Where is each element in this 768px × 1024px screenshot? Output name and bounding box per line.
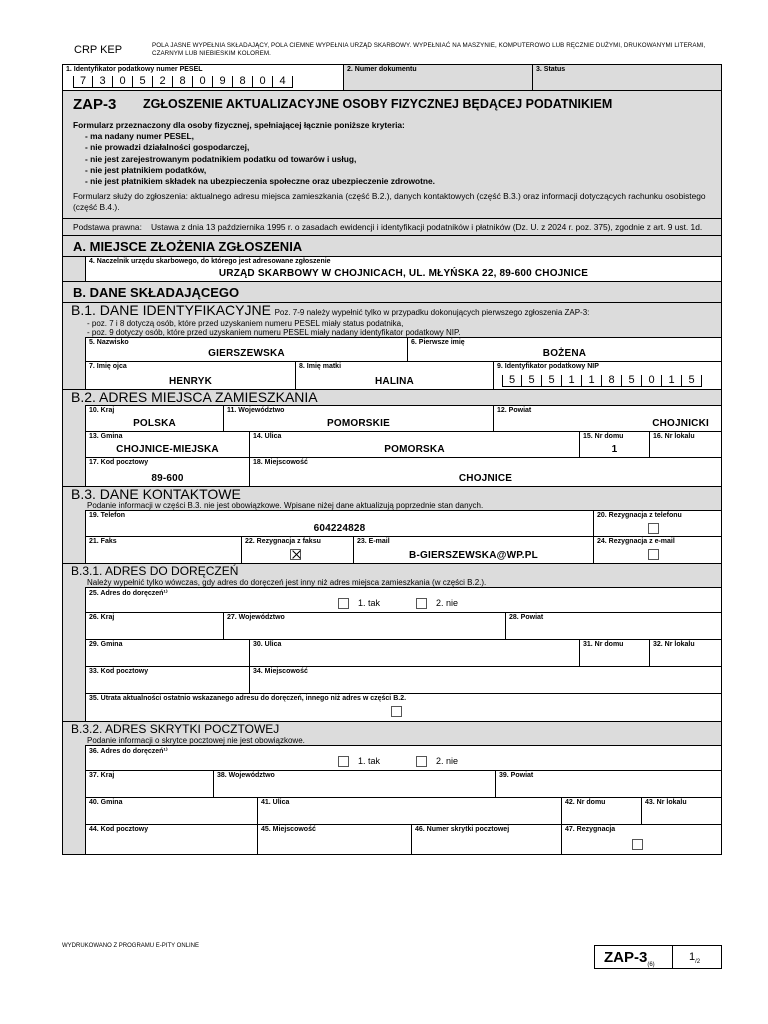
pobox-locality-label: 45. Miejscowość [261,826,316,834]
fill-instructions: POLA JASNE WYPEŁNIA SKŁADAJĄCY, POLA CIEMNE WYPEŁNIA URZĄD SKARBOWY. WYPEŁNIAĆ NA MASZYNIE, KOMPUTEROWO LUB RĘCZNIE DUŻYMI, DRUKOWANYMI LITERAMI, CZARNYM LUB NIEBIESKIM KOLOREM. [152,42,706,57]
father-name-value: HENRYK [168,376,213,388]
delivery-postal-label: 33. Kod pocztowy [89,668,149,676]
section-b32-header [63,722,721,745]
pesel-digit: 4 [273,76,293,88]
section-b2-title: B.2. ADRES MIEJSCA ZAMIESZKANIA [71,389,318,406]
printed-by-label: WYDRUKOWANO Z PROGRAMU E-PITY ONLINE [62,943,200,949]
delivery-commune-label: 29. Gmina [89,641,123,649]
nip-digit: 1 [662,375,682,387]
house-number-value: 1 [611,444,618,456]
form-header [62,40,722,64]
pobox-flat-field[interactable] [642,798,721,824]
pobox-commune-label: 40. Gmina [89,799,123,807]
pesel-field[interactable] [63,65,344,90]
street-label: 14. Ulica [253,433,282,441]
intro-lead: Formularz przeznaczony dla osoby fizycznej, spełniającej łącznie poniższe kryteria: [73,120,405,130]
voivodeship-value: POMORSKIE [327,418,390,430]
county-label: 12. Powiat [497,407,532,415]
pesel-digit: 0 [113,76,133,88]
nip-digit: 0 [642,375,662,387]
nip-digit: 1 [582,375,602,387]
delivery-house-label: 31. Nr domu [583,641,624,649]
pesel-digit: 7 [73,76,93,88]
section-b32-note: Podanie informacji o skrytce pocztowej nie jest obowiązkowe. [87,736,305,746]
surname-field[interactable] [86,338,408,361]
form-intro [63,117,721,219]
house-number-field[interactable] [580,432,650,457]
fax-opt-out-field [242,537,354,563]
country-value: POLSKA [133,418,176,430]
legal-basis-key: Podstawa prawna: [73,221,142,232]
delivery-locality-label: 34. Miejscowość [253,668,308,676]
delivery-expiry-label: 35. Utrata aktualności ostatnio wskazanego adresu do doręczeń, innego niż adres w części B.2. [89,695,407,703]
pobox-county-label: 39. Powiat [499,772,534,780]
form-title [63,91,721,117]
phone-label: 19. Telefon [89,512,126,520]
nip-digit: 1 [562,375,582,387]
document-number-field [344,65,533,90]
first-name-value: BOŻENA [542,348,587,360]
nip-digit: 5 [682,375,702,387]
email-opt-out-checkbox[interactable] [648,549,659,560]
section-b3-header [63,487,721,510]
pobox-county-field[interactable] [496,771,721,797]
nip-field[interactable] [494,362,721,389]
nip-label: 9. Identyfikator podatkowy NIP [497,363,599,371]
flat-number-label: 16. Nr lokalu [653,433,695,441]
intro-purpose: Formularz służy do zgłoszenia: aktualnego adresu miejsca zamieszkania (część B.2.), danych kontaktowych (część B.3.) oraz informacji dotyczących rachunku osobistego (część B.4.). [73,191,706,213]
section-b2-header [63,390,721,405]
criteria-item: - nie prowadzi działalności gospodarczej, [85,142,250,153]
phone-opt-out-label: 20. Rezygnacja z telefonu [597,512,682,520]
street-field[interactable] [250,432,580,457]
section-b32-title: B.3.2. ADRES SKRYTKI POCZTOWEJ [71,722,280,737]
form-body [62,64,722,855]
voivodeship-label: 11. Województwo [227,407,285,415]
pobox-country-label: 37. Kraj [89,772,115,780]
nip-digit: 8 [602,375,622,387]
document-number-label: 2. Numer dokumentu [347,66,417,73]
pobox-no-checkbox[interactable] [416,756,427,767]
footer-form-version: (6) [647,962,655,968]
status-label: 3. Status [536,66,566,73]
pobox-flat-label: 43. Nr lokalu [645,799,687,807]
commune-label: 13. Gmina [89,433,123,441]
criteria-item: - nie jest płatnikiem podatków, [85,164,207,175]
section-b1-note-2: - poz. 9 dotyczy osób, które przed uzyskaniem numeru PESEL miały nadany identyfikator podatkowy NIP. [87,328,461,338]
first-name-label: 6. Pierwsze imię [411,339,465,347]
delivery-county-field[interactable] [506,613,721,639]
pesel-digit: 3 [93,76,113,88]
pesel-digit: 8 [233,76,253,88]
legal-basis-value: Ustawa z dnia 13 października 1995 r. o zasadach ewidencji i identyfikacji podatników i płatników (Dz. U. z 2024 r. poz. 375), zgodnie z art. 9 ust. 1d. [151,221,703,232]
commune-value: CHOJNICE-MIEJSKA [116,444,219,456]
pobox-house-field[interactable] [562,798,642,824]
house-number-label: 15. Nr domu [583,433,624,441]
footer-form-code: ZAP-3 [604,949,648,966]
father-name-field[interactable] [86,362,296,389]
pesel-digit: 8 [173,76,193,88]
pesel-digit: 0 [193,76,213,88]
street-value: POMORSKA [384,444,445,456]
section-b1-header [63,303,721,337]
pobox-postal-field[interactable] [86,825,258,854]
email-opt-out-field [594,537,721,563]
pobox-commune-field[interactable] [86,798,258,824]
flat-number-field[interactable] [650,432,721,457]
postal-code-field[interactable] [86,458,250,486]
criteria-item: - nie jest zarejestrowanym podatnikiem podatku od towarów i usług, [85,153,357,164]
pobox-voivodeship-field[interactable] [214,771,496,797]
tax-office-field[interactable] [86,257,721,281]
delivery-no-label: 2. nie [436,598,459,609]
email-field[interactable] [354,537,594,563]
pesel-digit: 2 [153,76,173,88]
first-name-field[interactable] [408,338,721,361]
nip-digits [502,375,702,387]
pobox-address-label: 36. Adres do doręczeń¹⁾ [89,748,168,756]
section-b-title: B. DANE SKŁADAJĄCEGO [63,282,721,303]
country-label: 10. Kraj [89,407,115,415]
form-badge [594,945,722,969]
delivery-voivodeship-label: 27. Województwo [227,614,285,622]
delivery-flat-label: 32. Nr lokalu [653,641,695,649]
country-field[interactable] [86,406,224,431]
locality-label: 18. Miejscowość [253,459,308,467]
criteria-list [85,131,711,187]
delivery-street-field[interactable] [250,640,580,666]
surname-value: GIERSZEWSKA [208,348,285,360]
delivery-country-label: 26. Kraj [89,614,115,622]
form-name: ZGŁOSZENIE AKTUALIZACYJNE OSOBY FIZYCZNEJ BĘDĄCEJ PODATNIKIEM [143,97,613,111]
phone-value: 604224828 [313,523,366,535]
pobox-no-label: 2. nie [436,756,459,767]
footer-page-total: /2 [695,959,701,966]
pobox-opt-out-label: 47. Rezygnacja [565,826,616,834]
mother-name-label: 8. Imię matki [299,363,342,371]
locality-value: CHOJNICE [458,473,513,485]
section-b3-title: B.3. DANE KONTAKTOWE [71,486,241,503]
delivery-expiry-field [86,694,721,721]
pobox-street-label: 41. Ulica [261,799,290,807]
delivery-expiry-checkbox[interactable] [391,706,402,717]
pesel-label: 1. Identyfikator podatkowy numer PESEL [66,66,203,73]
tax-office-value: URZĄD SKARBOWY W CHOJNICACH, UL. MŁYŃSKA 22, 89-600 CHOJNICE [218,268,589,280]
pesel-digit: 5 [133,76,153,88]
form-page [62,40,722,855]
pobox-number-field[interactable] [412,825,562,854]
page-footer [62,943,722,969]
commune-field[interactable] [86,432,250,457]
fax-label: 21. Faks [89,538,117,546]
delivery-no-checkbox[interactable] [416,598,427,609]
pobox-number-label: 46. Numer skrytki pocztowej [415,826,510,834]
mother-name-value: HALINA [375,376,414,388]
father-name-label: 7. Imię ojca [89,363,127,371]
phone-field[interactable] [86,511,594,536]
section-b31-title: B.3.1. ADRES DO DORĘCZEŃ [71,564,239,579]
section-b1-title: B.1. DANE IDENTYFIKACYJNE [71,302,271,319]
pobox-postal-label: 44. Kod pocztowy [89,826,149,834]
county-value: CHOJNICKI [652,418,709,430]
pobox-opt-out-checkbox[interactable] [632,839,643,850]
email-label: 23. E-mail [357,538,390,546]
pobox-address-choice [86,746,721,770]
section-b1-note: Poz. 7-9 należy wypełnić tylko w przypadku dokonujących pierwszego zgłoszenia ZAP-3: [274,308,590,318]
surname-label: 5. Nazwisko [89,339,129,347]
tax-office-label: 4. Naczelnik urzędu skarbowego, do którego jest adresowane zgłoszenie [89,258,331,266]
delivery-county-label: 28. Powiat [509,614,544,622]
crp-kep-label: CRP KEP [74,44,123,56]
pesel-digit: 0 [253,76,273,88]
voivodeship-field[interactable] [224,406,494,431]
delivery-commune-field[interactable] [86,640,250,666]
phone-opt-out-field [594,511,721,536]
pobox-locality-field[interactable] [258,825,412,854]
mother-name-field[interactable] [296,362,494,389]
section-b1-note-1: - poz. 7 i 8 dotyczą osób, które przed uzyskaniem numeru PESEL miały status podatnika, [87,319,404,329]
pobox-house-label: 42. Nr domu [565,799,606,807]
delivery-yes-label: 1. tak [358,598,381,609]
delivery-locality-field[interactable] [250,667,721,693]
pesel-digits [73,76,293,88]
section-a-title: A. MIEJSCE ZŁOŻENIA ZGŁOSZENIA [63,236,721,257]
postal-code-label: 17. Kod pocztowy [89,459,149,467]
fax-field[interactable] [86,537,242,563]
delivery-voivodeship-field[interactable] [224,613,506,639]
delivery-flat-field[interactable] [650,640,721,666]
delivery-address-label: 25. Adres do doręczeń¹⁾ [89,590,168,598]
delivery-address-choice [86,588,721,612]
nip-digit: 5 [542,375,562,387]
locality-field[interactable] [250,458,721,486]
legal-basis [63,219,721,237]
section-b31-header [63,564,721,587]
criteria-item: - ma nadany numer PESEL, [85,131,194,142]
pobox-country-field[interactable] [86,771,214,797]
pesel-digit: 9 [213,76,233,88]
phone-opt-out-checkbox[interactable] [648,523,659,534]
nip-digit: 5 [522,375,542,387]
nip-digit: 5 [622,375,642,387]
county-field[interactable] [494,406,721,431]
nip-digit: 5 [502,375,522,387]
status-field [533,65,721,90]
delivery-house-field[interactable] [580,640,650,666]
pobox-yes-label: 1. tak [358,756,381,767]
pobox-opt-out-field [562,825,721,854]
delivery-country-field[interactable] [86,613,224,639]
delivery-yes-checkbox[interactable] [338,598,349,609]
postal-code-value: 89-600 [151,473,184,485]
form-code: ZAP-3 [73,95,117,113]
pobox-yes-checkbox[interactable] [338,756,349,767]
footer-page-number: 1 [689,951,696,963]
section-b31-note: Należy wypełnić tylko wówczas, gdy adres do doręczeń jest inny niż adres miejsca zamieszkania (w części B.2.). [87,578,487,588]
pobox-voivodeship-label: 38. Województwo [217,772,275,780]
delivery-postal-field[interactable] [86,667,250,693]
fax-opt-out-checkbox[interactable] [290,549,301,560]
email-opt-out-label: 24. Rezygnacja z e-mail [597,538,675,546]
fax-opt-out-label: 22. Rezygnacja z faksu [245,538,321,546]
criteria-item: - nie jest płatnikiem składek na ubezpieczenia społeczne oraz ubezpieczenie zdrowotne. [85,176,435,187]
delivery-street-label: 30. Ulica [253,641,282,649]
section-b3-note: Podanie informacji w części B.3. nie jest obowiązkowe. Wpisane niżej dane aktualizują poprzednie stan danych. [87,501,484,511]
email-value: B-GIERSZEWSKA@WP.PL [409,550,538,562]
pobox-street-field[interactable] [258,798,562,824]
